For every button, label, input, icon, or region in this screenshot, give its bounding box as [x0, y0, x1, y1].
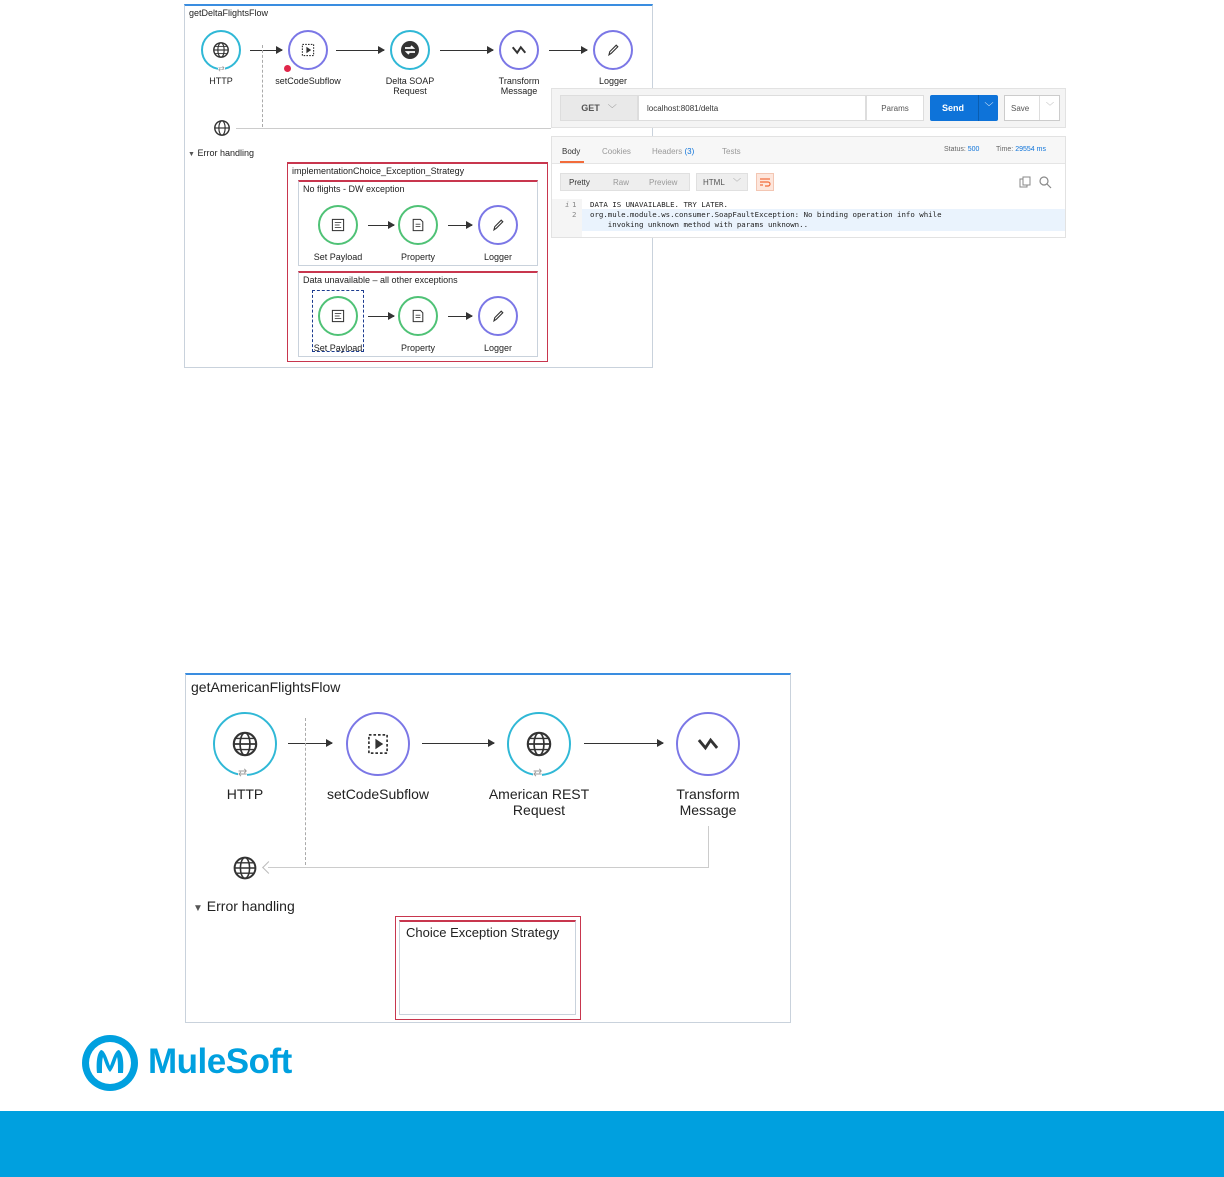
delta-flow-divider	[262, 45, 263, 127]
property-icon	[410, 308, 426, 324]
globe-icon	[231, 730, 259, 758]
property-node-2[interactable]	[398, 296, 438, 336]
delta-soap-label: Delta SOAP Request	[385, 76, 435, 97]
time-readout	[996, 146, 1046, 153]
american-flow-title: getAmericanFlightsFlow	[191, 679, 341, 695]
format-value: HTML	[703, 178, 725, 187]
delta-http-label: HTTP	[209, 76, 233, 86]
american-arrow-1	[288, 743, 332, 744]
logger-node-1[interactable]	[478, 205, 518, 245]
american-arrow-2	[422, 743, 494, 744]
delta-flow-title: getDeltaFlightsFlow	[189, 8, 269, 18]
postman-response-panel	[551, 136, 1066, 238]
delta-transform-label: Transform Message	[498, 76, 540, 97]
view-pretty-raw-preview	[560, 173, 690, 191]
exchange-icon: ⇄	[238, 767, 248, 779]
choice-exception-strategy[interactable]	[395, 916, 581, 1020]
sub2-arrow-2	[448, 316, 472, 317]
delta-transform-node[interactable]	[499, 30, 539, 70]
save-dropdown-icon[interactable]: ﹀	[1039, 96, 1060, 120]
delta-logger-label: Logger	[598, 76, 628, 86]
method-value: GET	[581, 103, 600, 113]
delta-arrow-4	[549, 50, 587, 51]
time-label: Time:	[996, 146, 1014, 153]
property-label-1: Property	[400, 252, 435, 262]
line-2-number: 2	[572, 210, 577, 219]
line-1-text: DATA IS UNAVAILABLE. TRY LATER.	[590, 200, 728, 209]
sub-strategy-1-title: No flights - DW exception	[303, 184, 405, 194]
set-payload-label-1: Set Payload	[313, 252, 363, 262]
american-transform-node[interactable]	[676, 712, 740, 776]
logger-label-1: Logger	[483, 252, 513, 262]
delta-logger-node[interactable]	[593, 30, 633, 70]
set-payload-label-2: Set Payload	[313, 343, 363, 353]
tab-headers-count: (3)	[684, 147, 695, 156]
pencil-icon	[490, 217, 506, 233]
return-globe-icon	[213, 119, 231, 137]
tab-body-underline	[560, 161, 584, 163]
delta-error-handling-label: Error handling	[197, 148, 254, 158]
delta-arrow-3	[440, 50, 493, 51]
choice-strategy-title: Choice Exception Strategy	[406, 925, 560, 940]
delta-soap-node[interactable]	[390, 30, 430, 70]
save-label: Save	[1011, 104, 1030, 113]
delta-strategy-title: implementationChoice_Exception_Strategy	[292, 166, 465, 176]
return-line-vertical	[708, 826, 709, 868]
line-1-marker: i	[565, 200, 570, 209]
subflow-icon	[365, 731, 391, 757]
view-pretty[interactable]: Pretty	[569, 178, 590, 187]
wrap-lines-icon[interactable]	[756, 173, 774, 191]
line-1-number: 1	[572, 200, 577, 209]
tab-body[interactable]: Body	[562, 147, 581, 156]
send-button[interactable]	[930, 95, 998, 121]
sub1-arrow-1	[368, 225, 394, 226]
property-label-2: Property	[400, 343, 435, 353]
logger-label-2: Logger	[483, 343, 513, 353]
save-button[interactable]	[1004, 95, 1060, 121]
mulesoft-logo-icon	[80, 1033, 140, 1093]
sub-strategy-2-title: Data unavailable – all other exceptions	[303, 275, 458, 285]
american-http-label: HTTP	[226, 786, 264, 802]
status-value: 500	[967, 146, 980, 153]
params-button[interactable]: Params	[866, 95, 924, 121]
transform-icon	[510, 41, 528, 59]
status-readout	[944, 146, 979, 153]
search-icon[interactable]	[1038, 175, 1052, 189]
format-select[interactable]	[696, 173, 748, 191]
subflow-icon	[300, 42, 316, 58]
delta-arrow-2	[336, 50, 384, 51]
tab-tests[interactable]: Tests	[722, 147, 741, 156]
return-globe-icon	[232, 855, 258, 881]
postman-request-bar	[551, 88, 1066, 128]
url-input[interactable]: localhost:8081/delta	[638, 95, 866, 121]
line-2-continued-text: invoking unknown method with params unknown..	[590, 220, 809, 229]
sub1-arrow-2	[448, 225, 472, 226]
american-error-handling-label: Error handling	[206, 898, 295, 914]
triangle-down-icon: ▼	[188, 151, 195, 158]
footer-bar	[0, 1111, 1224, 1177]
pencil-icon	[490, 308, 506, 324]
american-transform-label: Transform Message	[676, 786, 740, 819]
set-payload-icon	[330, 217, 346, 233]
method-select[interactable]	[560, 95, 638, 121]
return-line-horizontal	[268, 867, 709, 868]
delta-subflow-label: setCodeSubflow	[275, 76, 341, 86]
view-preview[interactable]: Preview	[649, 178, 678, 187]
tab-headers-label: Headers	[652, 147, 683, 156]
status-label: Status:	[944, 146, 966, 153]
send-label: Send	[942, 103, 965, 113]
american-rest-label: American REST Request	[488, 786, 590, 819]
tab-headers[interactable]	[652, 147, 694, 156]
delta-error-handling-toggle[interactable]	[188, 148, 254, 158]
transform-icon	[695, 731, 721, 757]
breakpoint-icon[interactable]	[284, 65, 291, 72]
copy-icon[interactable]	[1018, 175, 1032, 189]
exchange-icon: ⇄	[218, 64, 225, 73]
time-value: 29554 ms	[1015, 146, 1046, 153]
globe-icon	[525, 730, 553, 758]
exchange-icon: ⇄	[533, 767, 543, 779]
mulesoft-wordmark: MuleSoft	[148, 1042, 292, 1081]
american-error-handling-toggle[interactable]	[193, 898, 295, 914]
chevron-down-icon: ﹀	[607, 103, 617, 114]
delta-arrow-1	[250, 50, 282, 51]
american-subflow-label: setCodeSubflow	[327, 786, 429, 802]
triangle-down-icon: ▼	[193, 903, 203, 914]
property-icon	[410, 217, 426, 233]
soap-icon	[400, 40, 420, 60]
pencil-icon	[605, 42, 621, 58]
sub2-arrow-1	[368, 316, 394, 317]
set-payload-node-1[interactable]	[318, 205, 358, 245]
line-2-text: org.mule.module.ws.consumer.SoapFaultException: No binding operation info while	[590, 210, 942, 219]
set-payload-icon	[330, 308, 346, 324]
mulesoft-logo	[80, 1033, 140, 1093]
view-raw[interactable]: Raw	[613, 178, 630, 187]
tab-cookies[interactable]: Cookies	[602, 147, 631, 156]
globe-icon	[212, 41, 230, 59]
american-arrow-3	[584, 743, 663, 744]
property-node-1[interactable]	[398, 205, 438, 245]
return-line	[236, 128, 551, 129]
american-subflow-node[interactable]	[346, 712, 410, 776]
set-payload-node-2[interactable]	[318, 296, 358, 336]
chevron-down-icon: ﹀	[733, 178, 741, 187]
response-code	[552, 199, 1065, 237]
delta-subflow-node[interactable]	[288, 30, 328, 70]
logger-node-2[interactable]	[478, 296, 518, 336]
send-dropdown-icon[interactable]: ﹀	[978, 95, 999, 121]
response-tabs	[552, 137, 1065, 164]
american-flow-divider	[305, 718, 306, 865]
